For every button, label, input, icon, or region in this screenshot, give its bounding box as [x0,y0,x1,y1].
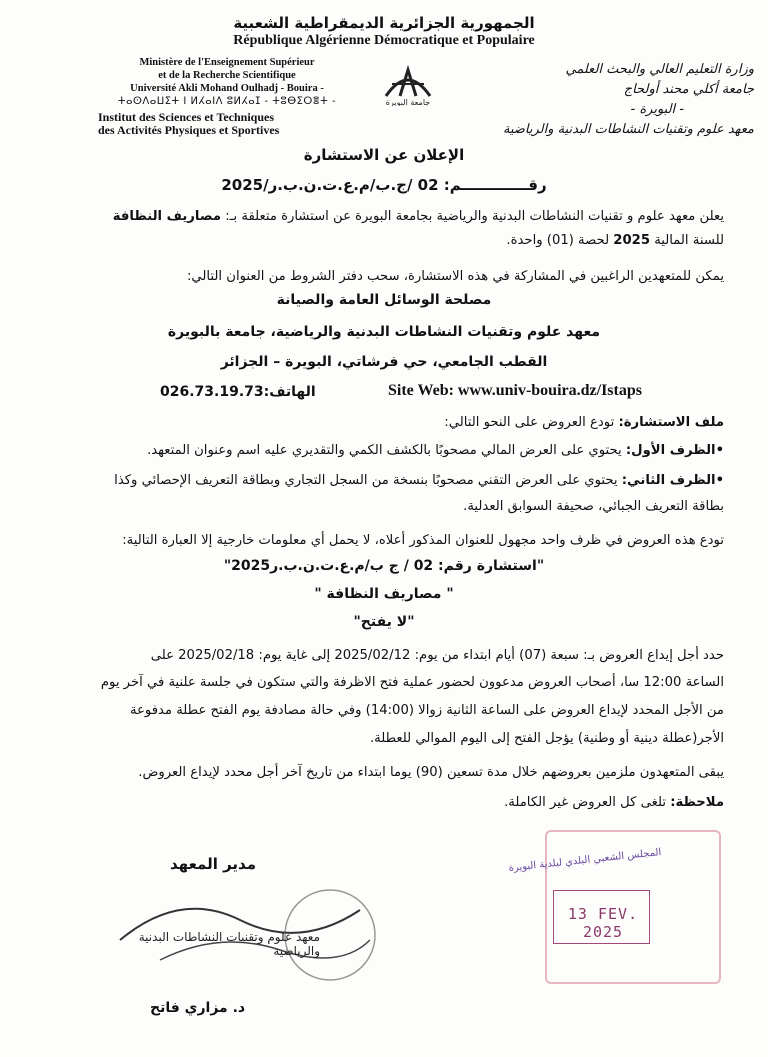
note-label: ملاحظة: [670,795,724,810]
envelope-1 [30,440,724,462]
file-label: ملف الاستشارة: [618,415,724,430]
envelope-1-label: •الظرف الأول: [625,443,724,458]
note-line [30,792,724,814]
envelope-2-label-text: الظرف الثاني: [621,473,716,488]
paragraph-4-line-3: من الأجل المحدد لإيداع العروض على الساعة الثانية زوالا (14:00) وفي حالة مصادفة يوم الفتح عطلة مدفوعة [129,703,724,718]
paragraph-4-line-1: حدد أجل إيداع العروض بـ: سبعة (07) أيام ابتداء من يوم: 2025/02/12 إلى غاية يوم: 2025/02/18 على [150,648,724,663]
phone-line [160,384,316,400]
envelope-2-text: يحتوي على العرض التقني مصحوبًا بنسخة من السجل التجاري وبطاقة التعريف الإحصائي وكذا [114,473,622,488]
director-title: مدير المعهد [170,855,257,873]
paragraph-5: يبقى المتعهدون ملزمين بعروضهم خلال مدة تسعين (90) يوما ابتداء من تاريخ آخر أجل محدد لإيداع العروض. [138,765,724,780]
p1-fiscal: للسنة المالية [650,233,724,248]
institute-ar: معهد علوم وتقنيات النشاطات البدنية والرياضية [502,122,754,137]
phone-label: الهاتف: [263,384,316,400]
p1-subject: مصاريف النظافة [112,209,222,224]
paragraph-4-line-4: الأجر(عطلة دينية أو وطنية) يؤجل الفتح إلى اليوم الموالي للعطلة. [369,731,724,746]
envelope-1-text: يحتوي على العرض المالي مصحوبًا بالكشف الكمي والتقديري عليه اسم وعنوان المتعهد. [147,443,626,458]
university-tifinagh: ⵜⴰⵙⴷⴰⵡⵉⵜ ⵏ ⵍⵃⴰⵏⴷ ⵓⵍⵃⴰⵊ - ⵜⵓⴱⵉⵔⴻⵜ - [117,96,337,107]
paragraph-3: تودع هذه العروض في ظرف واحد مجهول للعنوان المذكور أعلاه، لا يحمل أي معلومات خارجية إلا العبارة التالية: [122,533,724,548]
envelope-2-label: •الظرف الثاني: [621,473,724,488]
address-line-1: مصلحة الوسائل العامة والصيانة [276,292,492,308]
header-left-block [92,56,362,137]
announcement-title: الإعلان عن الاستشارة [303,146,465,164]
reference-value: 02 /ج.ب/م.ع.ت.ن.ب.ر/2025 [221,176,439,194]
stamp-date: 13 FEV. 2025 [567,905,639,941]
director-name: د. مزاري فاتح [150,1000,246,1016]
republic-fr: République Algérienne Démocratique et Populaire [233,33,535,48]
quote-3: "لا يفتح" [353,614,415,630]
envelope-1-label-text: الظرف الأول: [625,443,716,458]
note-text: تلغى كل العروض غير الكاملة. [504,795,671,810]
republic-ar: الجمهورية الجزائرية الديمقراطية الشعبية [233,14,535,32]
ministry-ar: وزارة التعليم العالي والبحث العلمي [565,62,754,77]
p1-year: 2025 [613,233,651,248]
phone-number: 026.73.19.73 [160,384,264,400]
seal-text: معهد علوم وتقنيات النشاطات البدنية والرياضية [138,930,320,958]
paragraph-1-line-1 [30,206,724,228]
institute-fr-1: Institut des Sciences et Techniques [98,110,275,124]
institute-fr-2: des Activités Physiques et Sportives [98,123,280,137]
p1-text: يعلن معهد علوم و تقنيات النشاطات البدنية والرياضية بجامعة البويرة عن استشارة متعلقة بـ: [221,209,724,224]
paragraph-1-line-2 [30,230,724,252]
quote-1: "استشارة رقم: 02 / ج ب/م.ع.ت.ن.ب.ر2025" [223,558,545,574]
website-link[interactable]: Site Web: www.univ-bouira.dz/Istaps [388,382,642,399]
ministry-fr-2: et de la Recherche Scientifique [158,70,296,81]
file-text: تودع العروض على النحو التالي: [444,415,619,430]
paragraph-2: يمكن للمتعهدين الراغبين في المشاركة في هذه الاستشارة، سحب دفتر الشروط من العنوان التالي: [186,269,724,284]
header-right-block [424,60,754,140]
envelope-2-cont: بطاقة التعريف الجبائي، صحيفة السوابق العدلية. [463,499,724,514]
paragraph-4-line-2: الساعة 12:00 سا، أصحاب العروض مدعوون لحضور عملية فتح الاظرفة والتي ستكون في جلسة علنية في آخر يوم [100,675,724,690]
envelope-2 [30,470,724,492]
reference-line [0,176,768,194]
logo-text: جامعة البويرة [385,98,431,106]
university-ar: جامعة أكلي محند أولحاج [623,82,754,97]
address-line-2: معهد علوم وتقنيات النشاطات البدنية والرياضية، جامعة بالبويرة [167,324,601,340]
city-ar: - البويرة - [630,102,684,117]
quote-2: " مصاريف النظافة " [314,586,454,602]
p1-lot: لحصة (01) واحدة. [506,233,614,248]
address-line-3: القطب الجامعي، حي فرشاتي، البويرة – الجزائر [220,354,548,370]
file-line [30,412,724,434]
ministry-fr-1: Ministère de l'Enseignement Supérieur [139,57,315,68]
university-fr: Université Akli Mohand Oulhadj - Bouira - [130,83,324,94]
stamp-text: المجلس الشعبي البلدي لبلدية البويرة [508,847,662,874]
reference-label: رقـــــــــــــم: [443,176,547,194]
